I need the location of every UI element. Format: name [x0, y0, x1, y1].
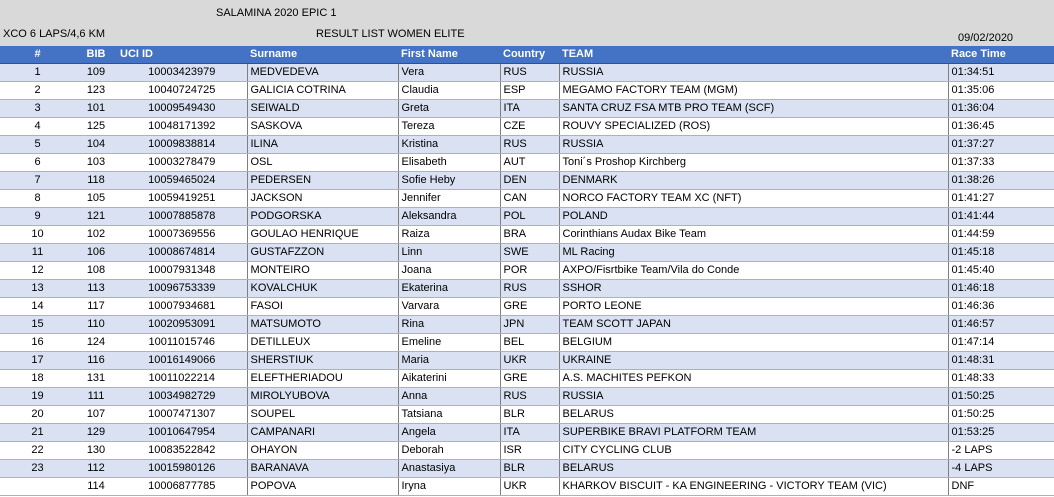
row-position [0, 478, 75, 496]
table-row[interactable] [0, 82, 1054, 100]
row-first-name: Tatsiana [398, 406, 500, 424]
row-surname: PEDERSEN [247, 172, 398, 190]
row-position: 3 [0, 100, 75, 118]
table-row[interactable] [0, 208, 1054, 226]
row-race-time: 01:34:51 [948, 64, 1054, 82]
row-uci-id: 10003423979 [117, 64, 247, 82]
column-header-bib[interactable]: BIB [75, 46, 117, 64]
column-header-team[interactable]: TEAM [559, 46, 948, 64]
row-country: ITA [500, 424, 559, 442]
row-first-name: Iryna [398, 478, 500, 496]
row-first-name: Aikaterini [398, 370, 500, 388]
row-first-name: Maria [398, 352, 500, 370]
table-row[interactable] [0, 280, 1054, 298]
row-race-time: 01:53:25 [948, 424, 1054, 442]
row-first-name: Sofie Heby [398, 172, 500, 190]
row-race-time: 01:50:25 [948, 406, 1054, 424]
table-row[interactable] [0, 352, 1054, 370]
row-team: SANTA CRUZ FSA MTB PRO TEAM (SCF) [559, 100, 948, 118]
row-bib: 113 [75, 280, 117, 298]
row-uci-id: 10009549430 [117, 100, 247, 118]
row-surname: OHAYON [247, 442, 398, 460]
row-country: CAN [500, 190, 559, 208]
column-header-first-name[interactable]: First Name [398, 46, 500, 64]
row-uci-id: 10020953091 [117, 316, 247, 334]
row-first-name: Aleksandra [398, 208, 500, 226]
row-surname: MIROLYUBOVA [247, 388, 398, 406]
row-first-name: Vera [398, 64, 500, 82]
row-team: BELGIUM [559, 334, 948, 352]
table-row[interactable] [0, 190, 1054, 208]
row-position: 18 [0, 370, 75, 388]
row-first-name: Anastasiya [398, 460, 500, 478]
row-position: 23 [0, 460, 75, 478]
row-bib: 104 [75, 136, 117, 154]
row-bib: 117 [75, 298, 117, 316]
table-row[interactable] [0, 370, 1054, 388]
table-row[interactable] [0, 334, 1054, 352]
table-row[interactable] [0, 244, 1054, 262]
column-header-position[interactable]: # [0, 46, 75, 64]
row-team: RUSSIA [559, 136, 948, 154]
row-bib: 123 [75, 82, 117, 100]
column-header-uci-id[interactable]: UCI ID [117, 46, 247, 64]
row-bib: 130 [75, 442, 117, 460]
row-surname: ILINA [247, 136, 398, 154]
event-title: SALAMINA 2020 EPIC 1 [216, 7, 337, 19]
table-row[interactable] [0, 388, 1054, 406]
row-race-time: 01:46:18 [948, 280, 1054, 298]
row-team: SUPERBIKE BRAVI PLATFORM TEAM [559, 424, 948, 442]
row-country: RUS [500, 64, 559, 82]
row-bib: 109 [75, 64, 117, 82]
row-bib: 111 [75, 388, 117, 406]
row-team: BELARUS [559, 406, 948, 424]
row-country: GRE [500, 370, 559, 388]
row-first-name: Elisabeth [398, 154, 500, 172]
row-uci-id: 10016149066 [117, 352, 247, 370]
row-first-name: Deborah [398, 442, 500, 460]
row-position: 12 [0, 262, 75, 280]
row-race-time: 01:46:57 [948, 316, 1054, 334]
row-race-time: -2 LAPS [948, 442, 1054, 460]
row-surname: POPOVA [247, 478, 398, 496]
row-race-time: 01:46:36 [948, 298, 1054, 316]
row-uci-id: 10009838814 [117, 136, 247, 154]
row-position: 6 [0, 154, 75, 172]
row-position: 15 [0, 316, 75, 334]
row-uci-id: 10015980126 [117, 460, 247, 478]
row-uci-id: 10006877785 [117, 478, 247, 496]
table-row[interactable] [0, 172, 1054, 190]
results-header [0, 0, 1054, 46]
race-date: 09/02/2020 [958, 32, 1014, 44]
row-surname: BARANAVA [247, 460, 398, 478]
row-uci-id: 10011022214 [117, 370, 247, 388]
table-row[interactable] [0, 406, 1054, 424]
row-surname: GUSTAFZZON [247, 244, 398, 262]
row-team: A.S. MACHITES PEFKON [559, 370, 948, 388]
row-uci-id: 10007934681 [117, 298, 247, 316]
row-team: RUSSIA [559, 388, 948, 406]
row-surname: SHERSTIUK [247, 352, 398, 370]
row-uci-id: 10096753339 [117, 280, 247, 298]
row-bib: 131 [75, 370, 117, 388]
row-team: ML Racing [559, 244, 948, 262]
row-country: DEN [500, 172, 559, 190]
row-first-name: Claudia [398, 82, 500, 100]
row-team: Corinthians Audax Bike Team [559, 226, 948, 244]
row-team: UKRAINE [559, 352, 948, 370]
results-table [0, 46, 1054, 496]
row-surname: FASOI [247, 298, 398, 316]
row-surname: SEIWALD [247, 100, 398, 118]
row-team: AXPO/Fisrtbike Team/Vila do Conde [559, 262, 948, 280]
row-team: CITY CYCLING CLUB [559, 442, 948, 460]
row-team: DENMARK [559, 172, 948, 190]
row-surname: ELEFTHERIADOU [247, 370, 398, 388]
table-row[interactable] [0, 316, 1054, 334]
table-row[interactable] [0, 136, 1054, 154]
row-first-name: Ekaterina [398, 280, 500, 298]
row-bib: 116 [75, 352, 117, 370]
row-uci-id: 10007885878 [117, 208, 247, 226]
column-header-row [0, 46, 1054, 64]
row-race-time: 01:48:33 [948, 370, 1054, 388]
row-position: 1 [0, 64, 75, 82]
row-team: PORTO LEONE [559, 298, 948, 316]
row-uci-id: 10048171392 [117, 118, 247, 136]
table-row[interactable] [0, 226, 1054, 244]
row-team: TEAM SCOTT JAPAN [559, 316, 948, 334]
row-uci-id: 10010647954 [117, 424, 247, 442]
row-surname: MATSUMOTO [247, 316, 398, 334]
results-body [0, 64, 1054, 496]
row-position: 4 [0, 118, 75, 136]
row-position: 8 [0, 190, 75, 208]
row-bib: 114 [75, 478, 117, 496]
row-surname: DETILLEUX [247, 334, 398, 352]
row-race-time: 01:38:26 [948, 172, 1054, 190]
row-race-time: 01:37:33 [948, 154, 1054, 172]
row-position: 9 [0, 208, 75, 226]
row-country: POL [500, 208, 559, 226]
row-first-name: Jennifer [398, 190, 500, 208]
row-surname: OSL [247, 154, 398, 172]
table-row[interactable] [0, 262, 1054, 280]
row-country: BRA [500, 226, 559, 244]
row-first-name: Kristina [398, 136, 500, 154]
table-row[interactable] [0, 424, 1054, 442]
row-country: ISR [500, 442, 559, 460]
row-race-time: 01:36:04 [948, 100, 1054, 118]
row-position: 10 [0, 226, 75, 244]
row-surname: SASKOVA [247, 118, 398, 136]
row-bib: 101 [75, 100, 117, 118]
table-row[interactable] [0, 100, 1054, 118]
row-bib: 108 [75, 262, 117, 280]
row-bib: 102 [75, 226, 117, 244]
row-country: AUT [500, 154, 559, 172]
row-race-time: 01:41:44 [948, 208, 1054, 226]
row-first-name: Greta [398, 100, 500, 118]
row-first-name: Anna [398, 388, 500, 406]
row-first-name: Angela [398, 424, 500, 442]
row-race-time: 01:41:27 [948, 190, 1054, 208]
row-team: Toni´s Proshop Kirchberg [559, 154, 948, 172]
row-bib: 124 [75, 334, 117, 352]
row-position: 11 [0, 244, 75, 262]
row-surname: CAMPANARI [247, 424, 398, 442]
row-race-time: DNF [948, 478, 1054, 496]
row-first-name: Rina [398, 316, 500, 334]
row-country: ESP [500, 82, 559, 100]
row-country: ITA [500, 100, 559, 118]
row-team: ROUVY SPECIALIZED (ROS) [559, 118, 948, 136]
row-uci-id: 10008674814 [117, 244, 247, 262]
row-race-time: 01:36:45 [948, 118, 1054, 136]
row-race-time: 01:45:40 [948, 262, 1054, 280]
row-bib: 110 [75, 316, 117, 334]
row-country: BLR [500, 406, 559, 424]
row-team: KHARKOV BISCUIT - KA ENGINEERING - VICTORY TEAM (VIC) [559, 478, 948, 496]
row-bib: 107 [75, 406, 117, 424]
row-surname: KOVALCHUK [247, 280, 398, 298]
row-country: UKR [500, 352, 559, 370]
table-row[interactable] [0, 442, 1054, 460]
row-race-time: 01:44:59 [948, 226, 1054, 244]
row-bib: 129 [75, 424, 117, 442]
row-race-time: 01:35:06 [948, 82, 1054, 100]
row-surname: PODGORSKA [247, 208, 398, 226]
row-country: UKR [500, 478, 559, 496]
row-surname: JACKSON [247, 190, 398, 208]
row-uci-id: 10007369556 [117, 226, 247, 244]
row-country: RUS [500, 136, 559, 154]
row-position: 17 [0, 352, 75, 370]
row-position: 5 [0, 136, 75, 154]
row-race-time: 01:47:14 [948, 334, 1054, 352]
column-header-surname[interactable]: Surname [247, 46, 398, 64]
row-race-time: 01:37:27 [948, 136, 1054, 154]
list-title: RESULT LIST WOMEN ELITE [316, 28, 465, 40]
row-country: JPN [500, 316, 559, 334]
row-surname: GOULAO HENRIQUE [247, 226, 398, 244]
row-first-name: Raiza [398, 226, 500, 244]
table-row[interactable] [0, 478, 1054, 496]
row-bib: 112 [75, 460, 117, 478]
table-row[interactable] [0, 64, 1054, 82]
row-bib: 105 [75, 190, 117, 208]
row-bib: 118 [75, 172, 117, 190]
column-header-country[interactable]: Country [500, 46, 559, 64]
row-first-name: Varvara [398, 298, 500, 316]
row-country: GRE [500, 298, 559, 316]
row-first-name: Linn [398, 244, 500, 262]
row-position: 19 [0, 388, 75, 406]
row-surname: MONTEIRO [247, 262, 398, 280]
row-country: BLR [500, 460, 559, 478]
row-country: POR [500, 262, 559, 280]
row-position: 2 [0, 82, 75, 100]
row-surname: SOUPEL [247, 406, 398, 424]
row-surname: GALICIA COTRINA [247, 82, 398, 100]
row-race-time: 01:50:25 [948, 388, 1054, 406]
row-position: 22 [0, 442, 75, 460]
row-surname: MEDVEDEVA [247, 64, 398, 82]
row-position: 16 [0, 334, 75, 352]
row-team: NORCO FACTORY TEAM XC (NFT) [559, 190, 948, 208]
row-race-time: 01:48:31 [948, 352, 1054, 370]
row-position: 13 [0, 280, 75, 298]
table-row[interactable] [0, 298, 1054, 316]
row-uci-id: 10007931348 [117, 262, 247, 280]
row-first-name: Joana [398, 262, 500, 280]
row-uci-id: 10011015746 [117, 334, 247, 352]
row-country: BEL [500, 334, 559, 352]
row-team: MEGAMO FACTORY TEAM (MGM) [559, 82, 948, 100]
column-header-race-time[interactable]: Race Time [948, 46, 1054, 64]
row-bib: 106 [75, 244, 117, 262]
row-uci-id: 10003278479 [117, 154, 247, 172]
row-race-time: -4 LAPS [948, 460, 1054, 478]
row-country: CZE [500, 118, 559, 136]
row-team: RUSSIA [559, 64, 948, 82]
row-position: 7 [0, 172, 75, 190]
row-uci-id: 10083522842 [117, 442, 247, 460]
row-country: RUS [500, 388, 559, 406]
table-row[interactable] [0, 460, 1054, 478]
row-first-name: Emeline [398, 334, 500, 352]
row-position: 21 [0, 424, 75, 442]
row-first-name: Tereza [398, 118, 500, 136]
row-team: SSHOR [559, 280, 948, 298]
row-bib: 125 [75, 118, 117, 136]
row-country: SWE [500, 244, 559, 262]
race-info: XCO 6 LAPS/4,6 KM [3, 28, 106, 40]
row-uci-id: 10059419251 [117, 190, 247, 208]
row-uci-id: 10040724725 [117, 82, 247, 100]
row-team: BELARUS [559, 460, 948, 478]
row-race-time: 01:45:18 [948, 244, 1054, 262]
row-team: POLAND [559, 208, 948, 226]
row-country: RUS [500, 280, 559, 298]
row-bib: 121 [75, 208, 117, 226]
table-row[interactable] [0, 154, 1054, 172]
row-uci-id: 10007471307 [117, 406, 247, 424]
row-position: 14 [0, 298, 75, 316]
row-uci-id: 10059465024 [117, 172, 247, 190]
row-bib: 103 [75, 154, 117, 172]
row-position: 20 [0, 406, 75, 424]
table-row[interactable] [0, 118, 1054, 136]
row-uci-id: 10034982729 [117, 388, 247, 406]
